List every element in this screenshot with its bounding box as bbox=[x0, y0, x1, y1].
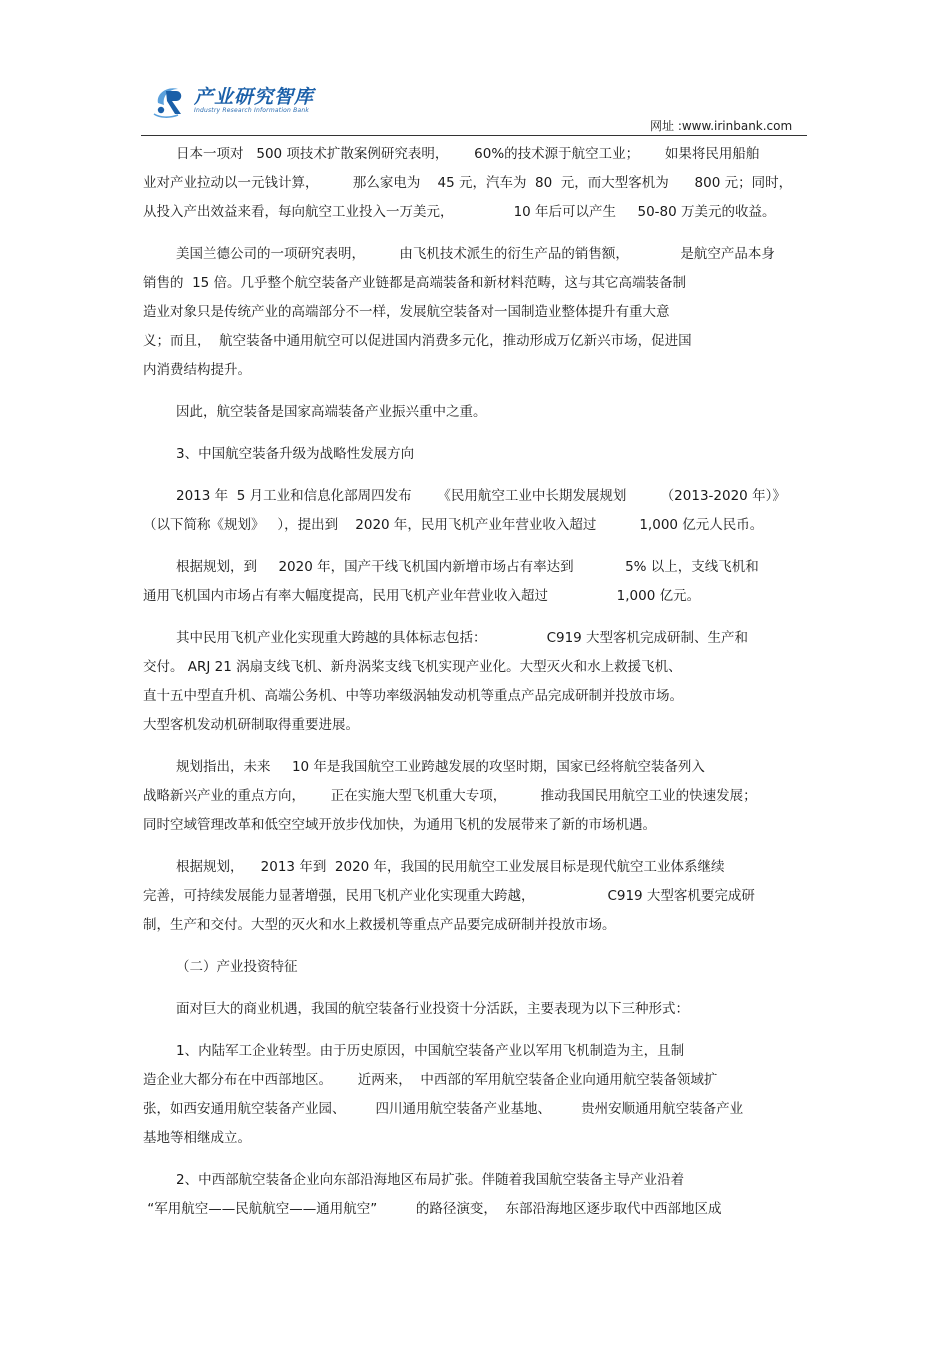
text-line: 2013 年 5 月工业和信息化部周四发布 《民用航空工业中长期发展规划 （2013-2020 年）》 bbox=[176, 488, 786, 504]
paragraph bbox=[143, 853, 803, 940]
text-line: 面对巨大的商业机遇，我国的航空装备行业投资十分活跃，主要表现为以下三种形式： bbox=[176, 1001, 689, 1017]
paragraph bbox=[143, 753, 803, 840]
text-line: 交付。 ARJ 21 涡扇支线飞机、新舟涡桨支线飞机实现产业化。大型灭火和水上救援飞机、 bbox=[143, 659, 682, 675]
page-header bbox=[0, 0, 950, 140]
paragraph bbox=[143, 1166, 803, 1224]
text-line: 2、中西部航空装备企业向东部沿海地区布局扩张。伴随着我国航空装备主导产业沿着 bbox=[176, 1172, 685, 1188]
paragraph bbox=[143, 398, 803, 427]
text-line: 张，如西安通用航空装备产业园、 四川通用航空装备产业基地、 贵州安顺通用航空装备产业 bbox=[143, 1101, 744, 1117]
paragraph bbox=[143, 624, 803, 740]
paragraph bbox=[143, 553, 803, 611]
text-line: （以下简称《规划》 ），提出到 2020 年，民用飞机产业年营业收入超过 1,000 亿元人民币。 bbox=[143, 517, 764, 533]
paragraph bbox=[143, 240, 803, 385]
text-line: 根据规划，到 2020 年，国产干线飞机国内新增市场占有率达到 5% 以上，支线飞机和 bbox=[176, 559, 759, 575]
text-line: 因此，航空装备是国家高端装备产业振兴重中之重。 bbox=[176, 404, 487, 420]
text-line: 规划指出，未来 10 年是我国航空工业跨越发展的攻坚时期，国家已经将航空装备列入 bbox=[176, 759, 705, 775]
document-body bbox=[143, 140, 803, 1237]
text-line: “军用航空——民航航空——通用航空” 的路径演变， 东部沿海地区逐步取代中西部地区成 bbox=[143, 1201, 722, 1217]
text-line: （二）产业投资特征 bbox=[176, 959, 298, 975]
text-line: 制，生产和交付。大型的灭火和水上救援机等重点产品要完成研制并投放市场。 bbox=[143, 917, 616, 933]
paragraph bbox=[143, 995, 803, 1024]
text-line: 义；而且， 航空装备中通用航空可以促进国内消费多元化，推动形成万亿新兴市场，促进国 bbox=[143, 333, 692, 349]
logo-cn-text: 产业研究智库 bbox=[194, 86, 315, 108]
text-line: 根据规划， 2013 年到 2020 年，我国的民用航空工业发展目标是现代航空工业体系继续 bbox=[176, 859, 725, 875]
text-line: 大型客机发动机研制取得重要进展。 bbox=[143, 717, 359, 733]
paragraph bbox=[143, 1037, 803, 1153]
text-line: 同时空域管理改革和低空空域开放步伐加快，为通用飞机的发展带来了新的市场机遇。 bbox=[143, 817, 656, 833]
text-line: 造企业大都分布在中西部地区。 近两来， 中西部的军用航空装备企业向通用航空装备领域扩 bbox=[143, 1072, 718, 1088]
text-line: 造业对象只是传统产业的高端部分不一样，发展航空装备对一国制造业整体提升有重大意 bbox=[143, 304, 670, 320]
logo-en-text: Industry Research Information Bank bbox=[194, 107, 310, 114]
paragraph bbox=[143, 440, 803, 469]
text-line: 从投入产出效益来看，每向航空工业投入一万美元， 10 年后可以产生 50-80 万美元的收益。 bbox=[143, 204, 776, 220]
logo-mark-icon bbox=[152, 83, 192, 119]
text-line: 战略新兴产业的重点方向， 正在实施大型飞机重大专项， 推动我国民用航空工业的快速发展； bbox=[143, 788, 757, 804]
text-line: 美国兰德公司的一项研究表明， 由飞机技术派生的衍生产品的销售额， 是航空产品本身 bbox=[176, 246, 775, 262]
header-divider bbox=[141, 135, 807, 136]
text-line: 3、中国航空装备升级为战略性发展方向 bbox=[176, 446, 415, 462]
paragraph bbox=[143, 953, 803, 982]
text-line: 直十五中型直升机、高端公务机、中等功率级涡轴发动机等重点产品完成研制并投放市场。 bbox=[143, 688, 683, 704]
text-line: 基地等相继成立。 bbox=[143, 1130, 251, 1146]
website-url: 网址 :www.irinbank.com bbox=[650, 119, 793, 133]
paragraph bbox=[143, 140, 803, 227]
text-line: 日本一项对 500 项技术扩散案例研究表明， 60%的技术源于航空工业； 如果将民用船舶 bbox=[176, 146, 760, 162]
text-line: 销售的 15 倍。几乎整个航空装备产业链都是高端装备和新材料范畴，这与其它高端装备制 bbox=[143, 275, 687, 291]
text-line: 完善，可持续发展能力显著增强，民用飞机产业化实现重大跨越， C919 大型客机要完成研 bbox=[143, 888, 755, 904]
text-line: 1、内陆军工企业转型。由于历史原因，中国航空装备产业以军用飞机制造为主，且制 bbox=[176, 1043, 685, 1059]
text-line: 内消费结构提升。 bbox=[143, 362, 251, 378]
text-line: 通用飞机国内市场占有率大幅度提高，民用飞机产业年营业收入超过 1,000 亿元。 bbox=[143, 588, 701, 604]
brand-logo bbox=[152, 83, 314, 123]
text-line: 业对产业拉动以一元钱计算， 那么家电为 45 元，汽车为 80 元，而大型客机为 800 元；同时， bbox=[143, 175, 793, 191]
paragraph bbox=[143, 482, 803, 540]
text-line: 其中民用飞机产业化实现重大跨越的具体标志包括： C919 大型客机完成研制、生产和 bbox=[176, 630, 749, 646]
